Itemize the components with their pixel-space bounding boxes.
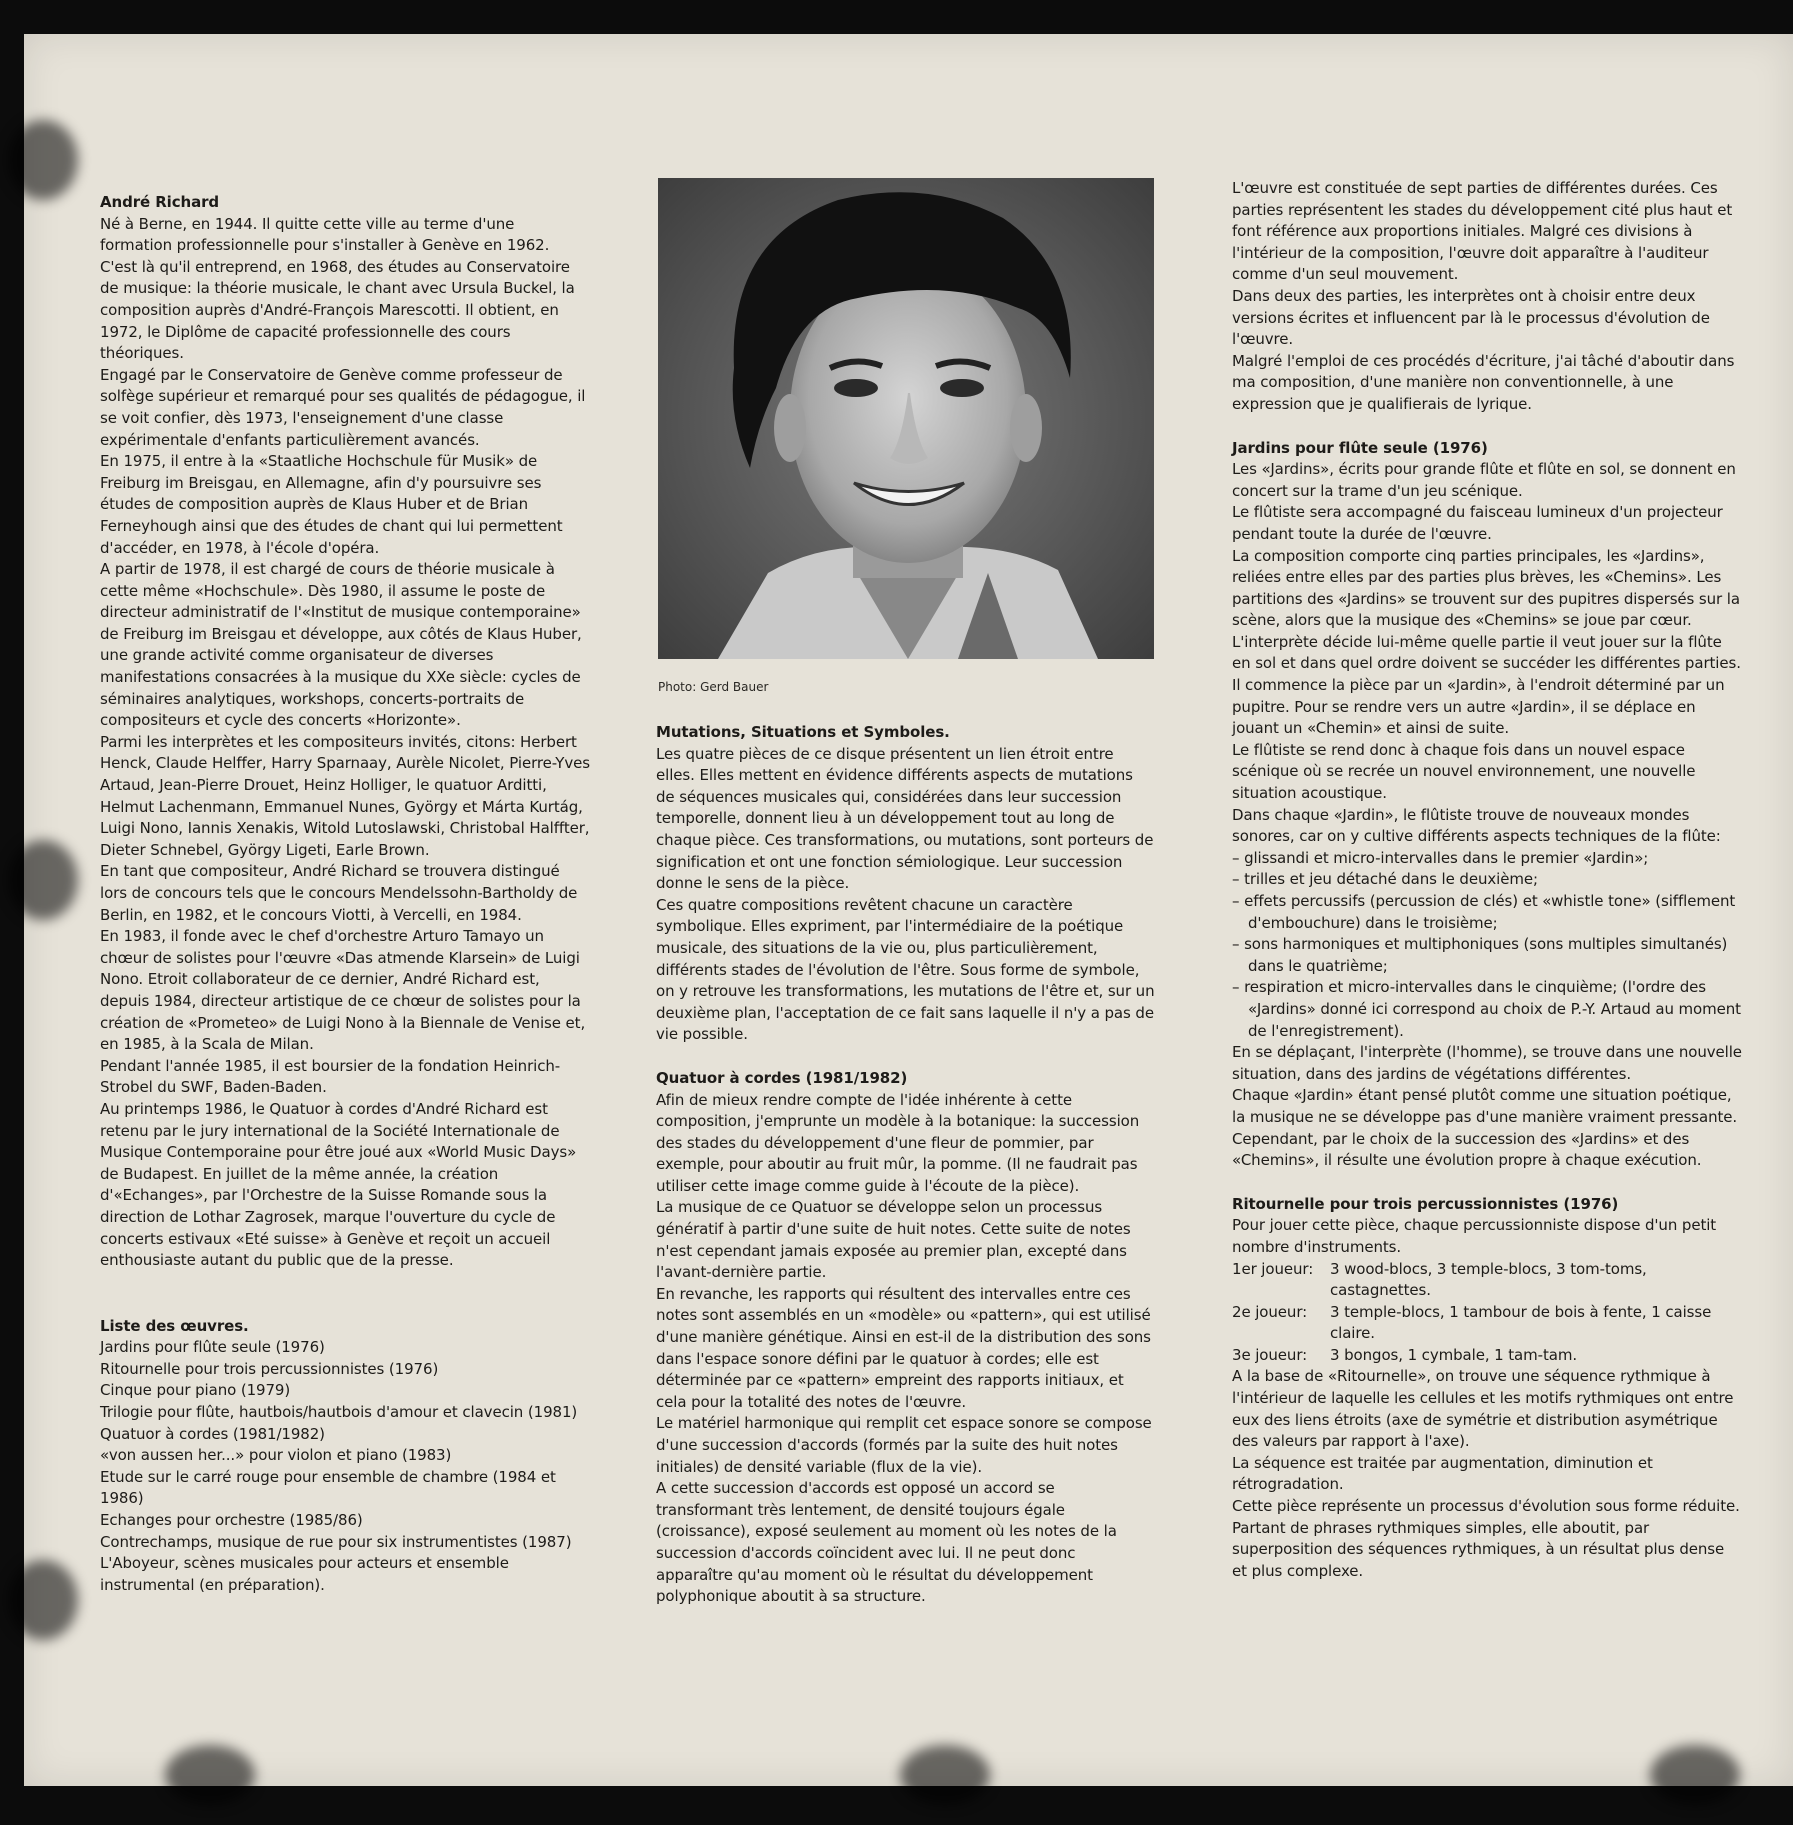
bio-paragraph: Parmi les interprètes et les compositeurs invités, citons: Herbert Henck, Claude Helffer, Harry Sparnaay, Aurèle Nicolet, Pierre-Yves Artaud, Jean-Pierre Drouet, Heinz Holliger, le quatuor Arditti, Helmut Lachenmann, Emmanuel Nunes, György et Márta Kurtág, Luigi Nono, Iannis Xenakis, Witold Lutoslawski, Christobal Halffter, Dieter Schnebel, György Ligeti, Earle Brown. (100, 732, 590, 859)
works-item: «von aussen her...» pour violon et piano (1983) (100, 1446, 452, 1465)
peg-shadow (8, 1560, 78, 1640)
bio-paragraph: En tant que compositeur, André Richard se trouvera distingué lors de concours tels que le concours Mendelssohn-Bartholdy de Berlin, en 1982, et le concours Viotti, à Vercelli, en 1984. (100, 862, 578, 924)
mutations-paragraph: Ces quatre compositions revêtent chacune un caractère symbolique. Elles expriment, par l'intermédiaire de la poétique musicale, des situations de la vie ou, plus particulièrement, différents stades de l'évolution de l'être. Sous forme de symbole, on y retrouve les transformations, les mutations de l'être et, sur un deuxième plan, l'acceptation de ce fait sans laquelle il n'y a pas de vie possible. (656, 895, 1155, 1044)
player-instruments: 3 temple-blocs, 1 tambour de bois à fente, 1 caisse claire. (1330, 1302, 1712, 1343)
jardins-paragraph: L'interprète décide lui-même quelle partie il veut jouer sur la flûte en sol et dans quel ordre doivent se succéder les différentes parties. Il commence la pièce par un «Jardin», à l'endroit déterminé par un pupitre. Pour se rendre vers un autre «Jardin», il se déplace en jouant un «Chemin» et ainsi de suite. (1232, 632, 1741, 738)
works-item: Jardins pour flûte seule (1976) (100, 1338, 325, 1357)
bio-paragraph: Engagé par le Conservatoire de Genève comme professeur de solfège supérieur et remarqué pour ses qualités de pédagogue, il se voit confier, dès 1973, l'enseignement d'une classe expérimentale d'enfants particulièrement avancés. (100, 365, 586, 449)
list-item: – glissandi et micro-intervalles dans le premier «Jardin»; (1232, 848, 1649, 867)
ritournelle-heading: Ritournelle pour trois percussionnistes (1976) (1232, 1194, 1619, 1213)
jardins-paragraph: Dans chaque «Jardin», le flûtiste trouve de nouveaux mondes sonores, car on y cultive différents aspects techniques de la flûte: (1232, 805, 1721, 846)
works-item: Quatuor à cordes (1981/1982) (100, 1424, 325, 1443)
intro-paragraph: Malgré l'emploi de ces procédés d'écriture, j'ai tâché d'aboutir dans ma composition, d'une manière non conventionnelle, à une expression que je qualifierais de lyrique. (1232, 351, 1735, 413)
quatuor-paragraph: La musique de ce Quatuor se développe selon un processus génératif à partir d'une suite de huit notes. Cette suite de notes n'est cependant jamais exposée au premier plan, excepté dans l'avant-dernière partie. (656, 1198, 1131, 1282)
ritournelle-paragraph: La séquence est traitée par augmentation, diminution et rétrogradation. (1232, 1453, 1653, 1494)
jardins-paragraph: En se déplaçant, l'interprète (l'homme), se trouve dans une nouvelle situation, dans des jardins de végétations différentes. (1232, 1043, 1742, 1083)
jardins-paragraph: Le flûtiste sera accompagné du faisceau lumineux d'un projecteur pendant toute la durée de l'œuvre. (1232, 503, 1723, 543)
works-list (100, 1337, 590, 1596)
ritournelle-paragraph: Cette pièce représente un processus d'évolution sous forme réduite. Partant de phrases rythmiques simples, elle aboutit, par superposition des séquences rythmiques, à un résultat plus dense et plus complexe. (1232, 1497, 1740, 1580)
works-item: Cinque pour piano (1979) (100, 1381, 291, 1400)
player-instruments: 3 bongos, 1 cymbale, 1 tam-tam. (1330, 1345, 1578, 1364)
player-label: 3e joueur: (1232, 1345, 1308, 1364)
ritournelle-paragraph: Pour jouer cette pièce, chaque percussionniste dispose d'un petit nombre d'instruments. (1232, 1216, 1717, 1256)
ritournelle-paragraph: A la base de «Ritournelle», on trouve une séquence rythmique à l'intérieur de laquelle les cellules et les motifs rythmiques ont entre eux des liens étroits (axe de symétrie et distribution asymétrique des valeurs par rapport à l'axe). (1232, 1367, 1734, 1451)
peg-shadow (8, 120, 78, 200)
intro-paragraph: Dans deux des parties, les interprètes ont à choisir entre deux versions écrites et influencent par là le processus d'évolution de l'œuvre. (1232, 286, 1710, 349)
mutations-heading: Mutations, Situations et Symboles. (656, 723, 950, 741)
list-item: – effets percussifs (percussion de clés) et «whistle tone» (sifflement d'embouchure) dans le troisième; (1232, 892, 1736, 932)
jardins-techniques-list (1232, 848, 1742, 1042)
bio-paragraph: En 1975, il entre à la «Staatliche Hochschule für Musik» de Freiburg im Breisgau, en Allemagne, afin d'y poursuivre ses études de composition auprès de Klaus Huber et de Brian Ferneyhough ainsi que des études de chant qui lui permettent d'accéder, en 1978, à l'école d'opéra. (100, 452, 563, 557)
player-label: 2e joueur: (1232, 1302, 1308, 1321)
player-instruments: 3 wood-blocs, 3 temple-blocs, 3 tom-toms, castagnettes. (1330, 1259, 1647, 1300)
player-row (1232, 1302, 1742, 1345)
works-item: Trilogie pour flûte, hautbois/hautbois d'amour et clavecin (1981) (100, 1403, 578, 1422)
middle-column (656, 722, 1156, 1608)
player-label: 1er joueur: (1232, 1259, 1314, 1278)
works-heading: Liste des œuvres. (100, 1316, 249, 1335)
jardins-paragraph: La composition comporte cinq parties principales, les «Jardins», reliées entre elles par des parties plus brèves, les «Chemins». Les partitions des «Jardins» se trouvent sur des pupitres dispersés sur la scène, alors que la musique des «Chemins» se joue par cœur. (1232, 546, 1740, 630)
works-item: L'Aboyeur, scènes musicales pour acteurs et ensemble instrumental (en préparation). (100, 1554, 509, 1594)
quatuor-paragraph: Le matériel harmonique qui remplit cet espace sonore se compose d'une succession d'accords (formés par la suite des huit notes initiales) de densité variable (flux de la vie). (656, 1414, 1152, 1476)
jardins-heading: Jardins pour flûte seule (1976) (1232, 438, 1488, 457)
right-column (1232, 178, 1742, 1582)
works-item: Ritournelle pour trois percussionnistes (1976) (100, 1359, 439, 1378)
peg-shadow (165, 1745, 255, 1805)
list-item: – trilles et jeu détaché dans le deuxième; (1232, 870, 1538, 889)
list-item: – respiration et micro-intervalles dans le cinquième; (l'ordre des «Jardins» donné ici correspond au choix de P.-Y. Artaud au moment de l'enregistrement). (1232, 978, 1741, 1040)
jardins-paragraph: Le flûtiste se rend donc à chaque fois dans un nouvel espace scénique où se recrée un nouvel environnement, une nouvelle situation acoustique. (1232, 740, 1696, 803)
mutations-paragraph: Les quatre pièces de ce disque présentent un lien étroit entre elles. Elles mettent en évidence différents aspects de mutations de séquences musicales qui, considérées dans leur succession temporelle, donnent lieu à un développement tout au long de chaque pièce. Ces transformations, ou mutations, sont porteurs de signification et ont une fonction sémiologique. Leur succession donne le sens de la pièce. (656, 744, 1154, 893)
player-row (1232, 1259, 1742, 1302)
jardins-paragraph: Les «Jardins», écrits pour grande flûte et flûte en sol, se donnent en concert sur la trame d'un jeu scénique. (1232, 460, 1736, 500)
list-item: – sons harmoniques et multiphoniques (sons multiples simultanés) dans le quatrième; (1232, 935, 1728, 975)
peg-shadow (8, 840, 78, 920)
bio-paragraph: Né à Berne, en 1944. Il quitte cette ville au terme d'une formation professionnelle pour s'installer à Genève en 1962. C'est là qu'il entreprend, en 1968, des études au Conservatoire de musique: la théorie musicale, le chant avec Ursula Buckel, la composition auprès d'André-François Marescotti. Il obtient, en 1972, le Diplôme de capacité professionnelle des cours théoriques. (100, 214, 575, 363)
bio-paragraph: Au printemps 1986, le Quatuor à cordes d'André Richard est retenu par le jury international de la Société Internationale de Musique Contemporaine pour être joué aux «World Music Days» de Budapest. En juillet de la même année, la création d'«Echanges», par l'Orchestre de la Suisse Romande sous la direction de Lothar Zagrosek, marque l'ouverture du cycle de concerts estivaux «Eté suisse» à Genève et reçoit un accueil enthousiaste autant du public que de la presse. (100, 1099, 577, 1270)
quatuor-heading: Quatuor à cordes (1981/1982) (656, 1068, 908, 1087)
works-item: Contrechamps, musique de rue pour six instrumentistes (1987) (100, 1532, 572, 1551)
bio-heading: André Richard (100, 193, 220, 211)
quatuor-paragraph: A cette succession d'accords est opposé un accord se transformant très lentement, de densité toujours égale (croissance), exposé seulement au moment où les notes de la succession d'accords coïncident avec lui. Il ne peut donc apparaître qu'au moment où le résultat du développement polyphonique aboutit à sa structure. (656, 1479, 1117, 1606)
intro-paragraph: L'œuvre est constituée de sept parties de différentes durées. Ces parties représentent les stades du développement cité plus haut et font référence aux proportions initiales. Malgré ces divisions à l'intérieur de la composition, l'œuvre doit apparaître à l'auditeur comme d'un seul mouvement. (1232, 179, 1733, 284)
bio-paragraph: A partir de 1978, il est chargé de cours de théorie musicale à cette même «Hochschule». Dès 1980, il assume le poste de directeur administratif de l'«Institut de musique contemporaine» de Freiburg im Breisgau et développe, aux côtés de Klaus Huber, une grande activité comme organisateur de diverses manifestations consacrées à la musique du XXe siècle: cycles de séminaires analytiques, workshops, concerts-portraits de compositeurs et cycle des concerts «Horizonte». (100, 560, 582, 730)
players-list (1232, 1259, 1742, 1367)
quatuor-paragraph: Afin de mieux rendre compte de l'idée inhérente à cette composition, j'emprunte un modèle à la botanique: la succession des stades du développement d'une fleur de pommier, par exemple, pour aboutir au fruit mûr, la pomme. (Il ne faudrait pas utiliser cette image comme guide à l'écoute de la pièce). (656, 1090, 1140, 1195)
left-column (100, 192, 590, 1596)
peg-shadow (1650, 1745, 1740, 1805)
jardins-paragraph: Chaque «Jardin» étant pensé plutôt comme une situation poétique, la musique ne se développe pas d'une manière vraiment pressante. Cependant, par le choix de la succession des «Jardins» et des «Chemins», il résulte une évolution propre à chaque exécution. (1232, 1086, 1738, 1170)
bio-paragraph: En 1983, il fonde avec le chef d'orchestre Arturo Tamayo un chœur de solistes pour l'œuvre «Das atmende Klarsein» de Luigi Nono. Etroit collaborateur de ce dernier, André Richard est, depuis 1984, directeur artistique de ce chœur de solistes pour la création de «Prometeo» de Luigi Nono à la Biennale de Venise et, en 1985, à la Scala de Milan. (100, 927, 586, 1054)
peg-shadow (900, 1745, 990, 1805)
works-item: Etude sur le carré rouge pour ensemble de chambre (1984 et 1986) (100, 1467, 556, 1508)
player-row (1232, 1345, 1742, 1367)
composer-portrait-photo (658, 178, 1154, 659)
quatuor-paragraph: En revanche, les rapports qui résultent des intervalles entre ces notes sont assemblés en un «modèle» ou «pattern», qui est utilisé d'une manière génétique. Ainsi en est-il de la distribution des sons dans l'espace sonore défini par le quatuor à cordes; elle est déterminée par ce «pattern» empreint des rapports initiaux, et cela pour la totalité des notes de l'œuvre. (656, 1284, 1151, 1411)
photo-caption: Photo: Gerd Bauer (658, 680, 769, 694)
bio-paragraph: Pendant l'année 1985, il est boursier de la fondation Heinrich-Strobel du SWF, Baden-Baden. (100, 1056, 561, 1097)
works-item: Echanges pour orchestre (1985/86) (100, 1511, 363, 1530)
